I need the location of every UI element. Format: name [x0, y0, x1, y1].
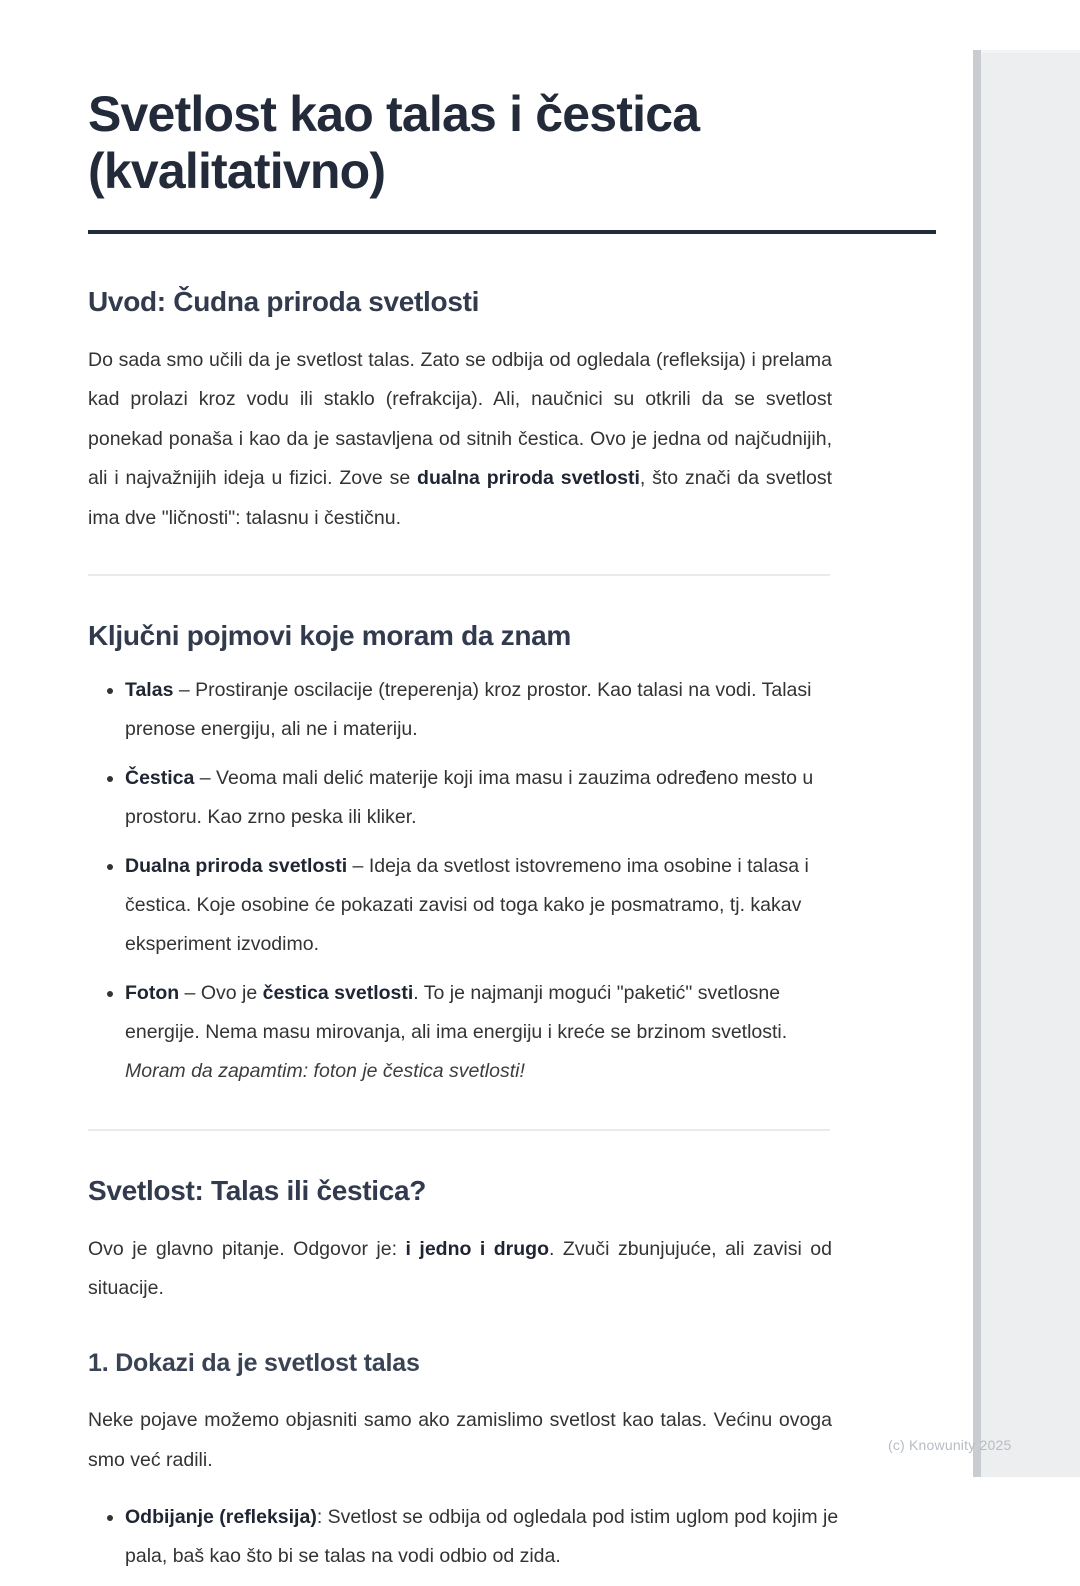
- text-run: Odbijanje (refleksija): [125, 1505, 317, 1528]
- text-run: i jedno i drugo: [405, 1237, 549, 1260]
- text-run: Čestica: [125, 766, 195, 789]
- text-run: čestica svetlosti: [262, 981, 414, 1004]
- section-heading-talas-ili-cestica: Svetlost: Talas ili čestica?: [88, 1174, 427, 1206]
- section-heading-kljucni-pojmovi: Ključni pojmovi koje moram da znam: [88, 619, 572, 651]
- list-item: [88, 671, 848, 759]
- text-run: . To je najmanji mogući "paketić" svetlosne energije. Nema masu mirovanja, ali ima energiju i kreće se brzinom svetlosti.: [125, 981, 788, 1043]
- text-run: : Svetlost se odbija od ogledala pod istim uglom pod kojim je pala, baš kao što bi se talas na vodi odbio od zida.: [125, 1505, 839, 1567]
- section-heading-uvod: Uvod: Čudna priroda svetlosti: [88, 286, 480, 317]
- text-run: Talas: [125, 678, 174, 701]
- text-run: , što znači da svetlost ima dve "ličnosti": talasnu i čestičnu.: [88, 467, 833, 529]
- page-title: Svetlost kao talas i čestica (kvalitativno): [88, 86, 700, 199]
- watermark: (c) Knowunity 2025: [888, 1437, 1012, 1453]
- list-item: [88, 974, 848, 1101]
- text-run: Neke pojave možemo objasniti samo ako zamislimo svetlost kao talas. Većinu ovoga smo već radili.: [88, 1409, 832, 1471]
- text-run: – Ovo je: [179, 981, 263, 1004]
- text-run: Ovo je glavno pitanje. Odgovor je:: [88, 1237, 406, 1260]
- text-run: dualna priroda svetlosti: [417, 467, 640, 490]
- paragraph-dokazi-talas: [88, 1379, 832, 1480]
- subsection-heading-dokazi-talas: 1. Dokazi da je svetlost talas: [88, 1348, 420, 1377]
- side-panel-surface: [981, 50, 1080, 1477]
- text-run: Do sada smo učili da je svetlost talas. Zato se odbija od ogledala (refleksija) i prelama kad prolazi kroz vodu ili staklo (refrakcija). Ali, naučnici su otkrili da se svetlost ponekad ponaša i kao da je sastavljena od sitnih čestica. Ovo je jedna od najčudnijih, ali i najvažnijih ideja u fizici. Zove se: [88, 349, 832, 490]
- text-run: – Prostiranje oscilacije (treperenja) kroz prostor. Kao talasi na vodi. Talasi prenose energiju, ali ne i materiju.: [125, 678, 812, 740]
- key-terms-list: [88, 653, 848, 1101]
- paragraph-uvod: [88, 319, 832, 538]
- scrollbar-track[interactable]: [973, 50, 981, 1477]
- text-run: – Veoma mali delić materije koji ima masu i zauzima određeno mesto u prostoru. Kao zrno peska ili kliker.: [125, 766, 814, 828]
- side-preview-panel[interactable]: [973, 50, 1080, 1477]
- list-item: [88, 759, 848, 847]
- text-run: Foton: [125, 981, 180, 1004]
- list-item: [88, 847, 848, 974]
- list-item: [88, 1498, 848, 1586]
- text-run: . Zvuči zbunjujuće, ali zavisi od situacije.: [88, 1237, 832, 1300]
- text-run: Dualna priroda svetlosti: [125, 854, 348, 877]
- paragraph-talas-ili-cestica: [88, 1208, 832, 1309]
- text-run: – Ideja da svetlost istovremeno ima osobine i talasa i čestica. Koje osobine će pokazati zavisi od toga kako je posmatramo, tj. kakav eksperiment izvodimo.: [125, 854, 809, 955]
- text-run: Moram da zapamtim: foton je čestica svetlosti!: [125, 1059, 525, 1082]
- document-body: [88, 0, 936, 1586]
- title-divider: [88, 230, 936, 234]
- evidence-list: [88, 1480, 848, 1586]
